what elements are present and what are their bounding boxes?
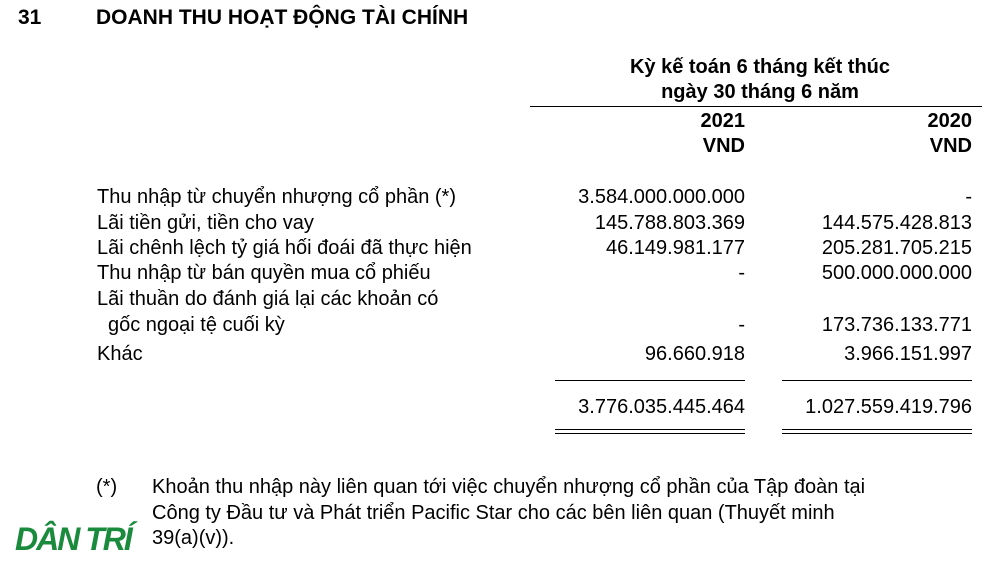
row-value-2021: 96.660.918 [644, 343, 745, 365]
row-label: Thu nhập từ bán quyền mua cổ phiếu [97, 262, 431, 284]
row-value-2020: 3.966.151.997 [844, 343, 972, 365]
footnote-line: Công ty Đầu tư và Phát triển Pacific Star cho các bên liên quan (Thuyết minh [152, 502, 835, 524]
subtotal-rule-2020 [782, 380, 972, 381]
column-year-2020: 2020 [927, 110, 972, 132]
column-unit-2020: VND [929, 135, 972, 157]
row-label-continued: gốc ngoại tệ cuối kỳ [108, 314, 285, 336]
section-title: DOANH THU HOẠT ĐỘNG TÀI CHÍNH [96, 6, 469, 29]
row-label: Lãi chênh lệch tỷ giá hối đoái đã thực hiện [97, 237, 472, 259]
footnote-marker: (*) [96, 476, 118, 498]
row-label: Thu nhập từ chuyển nhượng cổ phần (*) [97, 186, 457, 208]
subtotal-rule-2021 [555, 380, 745, 381]
total-double-rule-2020 [782, 429, 972, 434]
row-value-2020: 500.000.000.000 [821, 262, 972, 284]
period-header-line1: Kỳ kế toán 6 tháng kết thúc [629, 56, 891, 78]
row-label: Lãi thuần do đánh giá lại các khoản có [97, 288, 439, 310]
row-value-2021: 3.584.000.000.000 [578, 186, 745, 208]
row-value-2021: 46.149.981.177 [605, 237, 745, 259]
total-2021: 3.776.035.445.464 [578, 396, 745, 418]
footnote-line: 39(a)(v)). [152, 527, 235, 549]
row-label: Khác [97, 343, 143, 365]
row-value-2021: 145.788.803.369 [594, 212, 745, 234]
row-value-2021: - [738, 262, 745, 284]
footnote-line: Khoản thu nhập này liên quan tới việc chuyển nhượng cổ phần của Tập đoàn tại [152, 476, 866, 498]
column-unit-2021: VND [702, 135, 745, 157]
section-number: 31 [18, 6, 42, 29]
row-value-2020: 173.736.133.771 [821, 314, 972, 336]
row-label: Lãi tiền gửi, tiền cho vay [97, 212, 314, 234]
row-value-2020: 144.575.428.813 [821, 212, 972, 234]
dantri-logo [15, 520, 145, 556]
total-double-rule-2021 [555, 429, 745, 434]
dantri-logo-text: DÂN TRÍ [15, 521, 131, 556]
row-value-2020: 205.281.705.215 [821, 237, 972, 259]
total-2020: 1.027.559.419.796 [805, 396, 972, 418]
period-header-line2: ngày 30 tháng 6 năm [661, 81, 859, 103]
row-value-2021: - [738, 314, 745, 336]
period-underline [530, 106, 982, 107]
column-year-2021: 2021 [700, 110, 745, 132]
row-value-2020: - [965, 186, 972, 208]
